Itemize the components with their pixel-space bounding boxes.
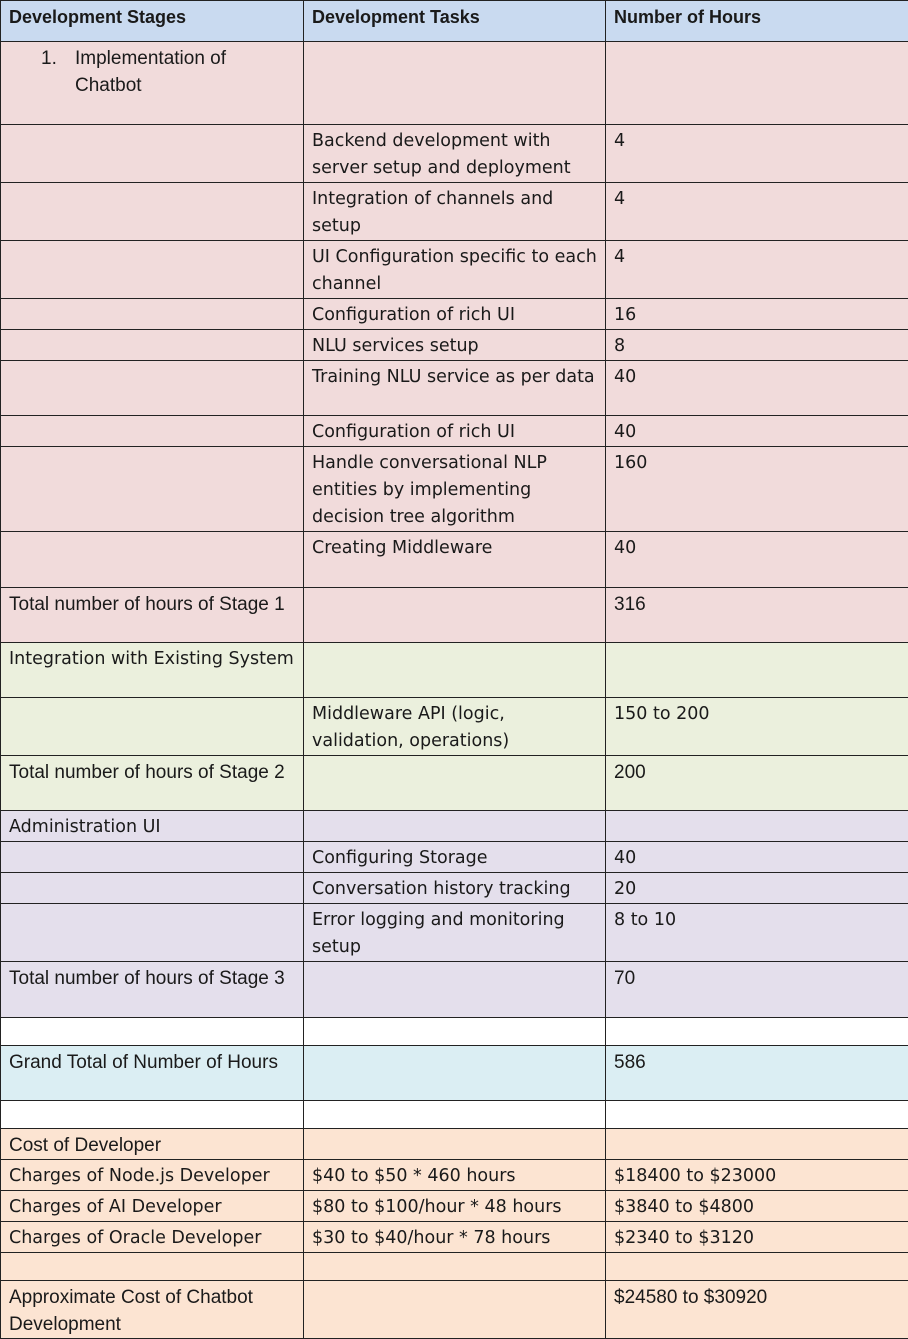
- spacer-row: [1, 1253, 908, 1281]
- stage2-total-row: [1, 756, 908, 811]
- task-cell: Integration of channels and setup: [304, 183, 606, 241]
- task-cell: Handle conversational NLP entities by implementing decision tree algorithm: [304, 447, 606, 532]
- cost-role: Charges of AI Developer: [1, 1191, 304, 1222]
- stage1-title-row: [1, 42, 908, 125]
- approx-cost-label: Approximate Cost of Chatbot Development: [1, 1281, 304, 1339]
- hours-cell: 8: [606, 330, 908, 361]
- stage3-total-row: [1, 962, 908, 1018]
- header-tasks: Development Tasks: [304, 1, 606, 42]
- cost-amount: $3840 to $4800: [606, 1191, 908, 1222]
- stage3-title-row: [1, 811, 908, 842]
- table-row: [1, 698, 908, 756]
- hours-cell: 150 to 200: [606, 698, 908, 756]
- approx-cost-row: [1, 1281, 908, 1339]
- table-row: [1, 361, 908, 416]
- grand-total-value: 586: [606, 1046, 908, 1101]
- header-stages: Development Stages: [1, 1, 304, 42]
- hours-cell: 40: [606, 842, 908, 873]
- task-cell: Backend development with server setup and deployment: [304, 125, 606, 183]
- stage1-total-row: [1, 588, 908, 643]
- task-cell: Error logging and monitoring setup: [304, 904, 606, 962]
- spacer-row: [1, 1101, 908, 1129]
- task-cell: NLU services setup: [304, 330, 606, 361]
- table-row: [1, 1222, 908, 1253]
- table-row: [1, 532, 908, 588]
- stage2-total-value: 200: [606, 756, 908, 811]
- stage2-total-label: Total number of hours of Stage 2: [1, 756, 304, 811]
- cost-rate: $40 to $50 * 460 hours: [304, 1160, 606, 1191]
- cost-amount: $2340 to $3120: [606, 1222, 908, 1253]
- cost-role: Charges of Oracle Developer: [1, 1222, 304, 1253]
- table-row: [1, 299, 908, 330]
- stage3-total-label: Total number of hours of Stage 3: [1, 962, 304, 1018]
- hours-cell: 40: [606, 532, 908, 588]
- stage3-title: Administration UI: [1, 811, 304, 842]
- hours-cell: 4: [606, 183, 908, 241]
- stage1-title-text: Implementation of Chatbot: [75, 45, 275, 99]
- hours-cell: 160: [606, 447, 908, 532]
- cost-title-row: [1, 1129, 908, 1160]
- header-hours: Number of Hours: [606, 1, 908, 42]
- spacer-row: [1, 1018, 908, 1046]
- table-row: [1, 904, 908, 962]
- cost-title: Cost of Developer: [1, 1129, 304, 1160]
- task-cell: UI Configuration specific to each channel: [304, 241, 606, 299]
- task-cell: Configuration of rich UI: [304, 416, 606, 447]
- hours-cell: 40: [606, 361, 908, 416]
- table-row: [1, 183, 908, 241]
- table-row: [1, 241, 908, 299]
- table-row: [1, 842, 908, 873]
- cost-amount: $18400 to $23000: [606, 1160, 908, 1191]
- header-row: [1, 1, 908, 42]
- table-row: [1, 873, 908, 904]
- task-cell: Configuring Storage: [304, 842, 606, 873]
- stage2-title: Integration with Existing System: [1, 643, 304, 698]
- approx-cost-value: $24580 to $30920: [606, 1281, 908, 1339]
- hours-cell: 8 to 10: [606, 904, 908, 962]
- stage1-total-label: Total number of hours of Stage 1: [1, 588, 304, 643]
- hours-cell: 16: [606, 299, 908, 330]
- stage1-number: 1.: [41, 45, 75, 72]
- task-cell: Creating Middleware: [304, 532, 606, 588]
- grand-total-row: [1, 1046, 908, 1101]
- hours-cell: 4: [606, 241, 908, 299]
- cost-role: Charges of Node.js Developer: [1, 1160, 304, 1191]
- hours-cell: 40: [606, 416, 908, 447]
- stage1-total-value: 316: [606, 588, 908, 643]
- cost-rate: $80 to $100/hour * 48 hours: [304, 1191, 606, 1222]
- stage3-total-value: 70: [606, 962, 908, 1018]
- grand-total-label: Grand Total of Number of Hours: [1, 1046, 304, 1101]
- task-cell: Training NLU service as per data: [304, 361, 606, 416]
- table-row: [1, 416, 908, 447]
- cost-rate: $30 to $40/hour * 78 hours: [304, 1222, 606, 1253]
- stage1-title: [1, 42, 304, 125]
- task-cell: Middleware API (logic, validation, operations): [304, 698, 606, 756]
- table-row: [1, 447, 908, 532]
- hours-cell: 4: [606, 125, 908, 183]
- table-row: [1, 1160, 908, 1191]
- hours-cell: 20: [606, 873, 908, 904]
- stage2-title-row: [1, 643, 908, 698]
- task-cell: Conversation history tracking: [304, 873, 606, 904]
- table-row: [1, 1191, 908, 1222]
- table-row: [1, 125, 908, 183]
- table-row: [1, 330, 908, 361]
- task-cell: Configuration of rich UI: [304, 299, 606, 330]
